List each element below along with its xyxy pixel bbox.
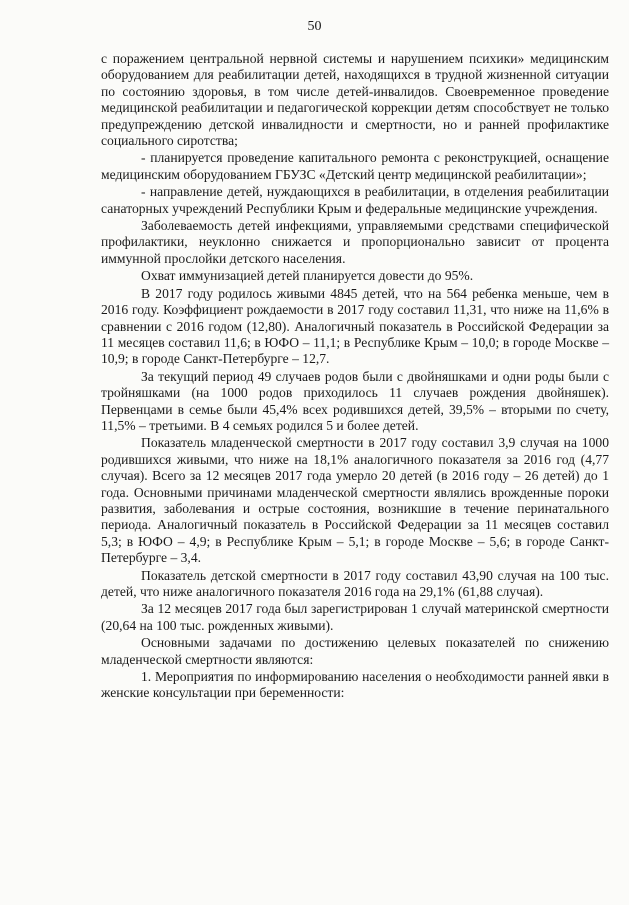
paragraph: - планируется проведение капитального ремонта с реконструкцией, оснащение медицинским оборудованием ГБУЗС «Детский центр медицинской реабилитации»; [101,150,609,182]
paragraph: с поражением центральной нервной системы и нарушением психики» медицинским оборудованием для реабилитации детей, находящихся в трудной жизненной ситуации по состоянию здоровья, в том числе детей-инвалидов. Своевременное проведение медицинской реабилитации и педагогической коррекции детям способствует не только предупреждению детской инвалидности и смертности, но и ранней профилактике социального сиротства; [101,51,609,149]
paragraph: Охват иммунизацией детей планируется довести до 95%. [141,268,474,284]
paragraph: Показатель младенческой смертности в 2017 году составил 3,9 случая на 1000 родившихся живыми, что ниже на 18,1% аналогичного показателя за 2016 год (4,77 случая). Всего за 12 месяцев 2017 года умерло 20 детей (в 2016 году – 26 детей) до 1 года. Основными причинами младенческой смертности являлись врожденные пороки развития, заболевания и острые состояния, возникшие в течение перинатального периода. Аналогичный показатель в Российской Федерации за 11 месяцев составил 5,3; в ЮФО – 4,9; в Республике Крым – 5,1; в городе Москве – 5,6; в городе Санкт-Петербурге – 3,4. [101,435,609,566]
paragraph: 1. Мероприятия по информированию населения о необходимости ранней явки в женские консультации при беременности: [101,669,609,701]
paragraph: - направление детей, нуждающихся в реабилитации, в отделения реабилитации санаторных учреждений Республики Крым и федеральные медицинские учреждения. [101,184,609,216]
paragraph: За 12 месяцев 2017 года был зарегистрирован 1 случай материнской смертности (20,64 на 100 тыс. рожденных живыми). [101,601,609,633]
document-body [101,51,609,703]
paragraph: Заболеваемость детей инфекциями, управляемыми средствами специфической профилактики, неуклонно снижается и пропорционально зависит от процента иммунной прослойки детского населения. [101,218,609,266]
paragraph: За текущий период 49 случаев родов были с двойняшками и одни роды были с тройняшками (на 1000 родов приходилось 11 случаев рождения двойняшек). Первенцами в семье были 45,4% всех родившихся детей, 39,5% – вторыми по счету, 11,5% – третьими. В 4 семьях родился 5 и более детей. [101,368,609,433]
paragraph: В 2017 году родилось живыми 4845 детей, что на 564 ребенка меньше, чем в 2016 году. Коэффициент рождаемости в 2017 году составил 11,31, что ниже на 11,6% в сравнении с 2016 годом (12,80). Аналогичный показатель в Российской Федерации за 11 месяцев составил 11,6; в ЮФО – 11,1; в Республике Крым – 10,0; в городе Москве – 10,9; в городе Санкт-Петербурге – 12,7. [101,285,609,367]
paragraph: Основными задачами по достижению целевых показателей по снижению младенческой смертности являются: [101,635,609,667]
paragraph: Показатель детской смертности в 2017 году составил 43,90 случая на 100 тыс. детей, что ниже аналогичного показателя 2016 года на 29,1% (61,88 случая). [101,567,609,599]
page-number: 50 [307,19,322,34]
